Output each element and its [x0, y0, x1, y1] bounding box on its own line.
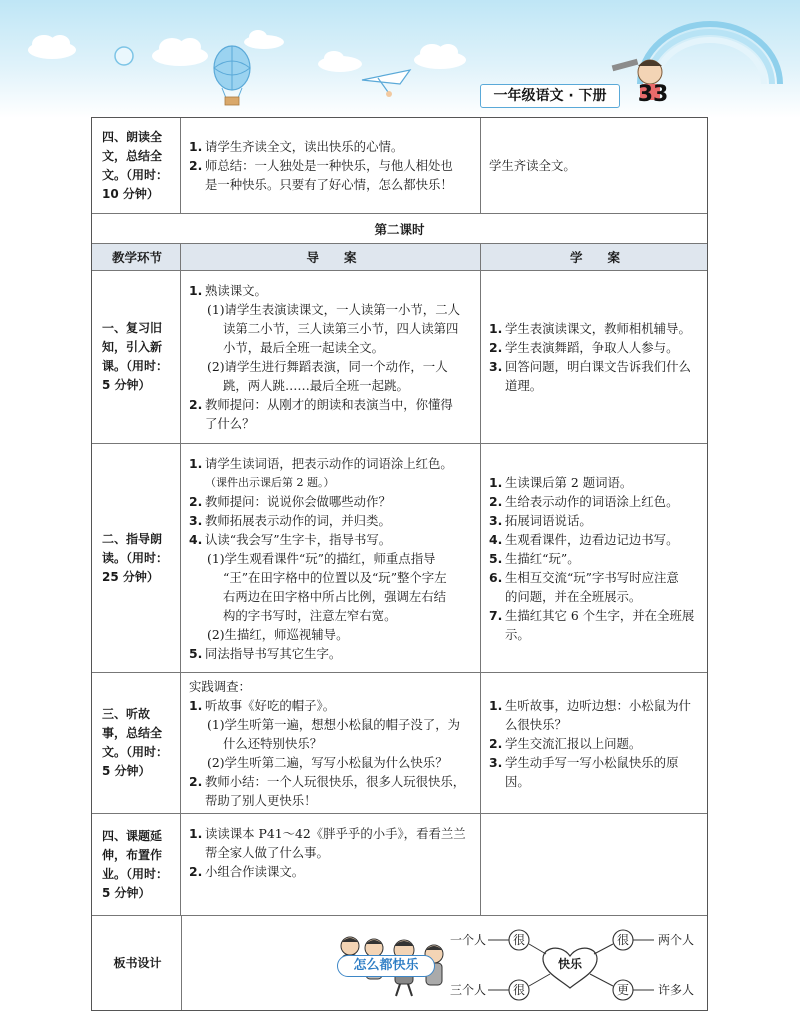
- section-name: 一、复习旧知，引入新课。（用时：5 分钟）: [92, 271, 181, 443]
- hot-air-balloon-icon: [214, 46, 250, 105]
- circle-label: 很: [617, 933, 630, 947]
- section-name: 二、指导朗读。（用时：25 分钟）: [92, 444, 181, 672]
- board-right-top: 两个人: [658, 933, 695, 947]
- guide-cell: 实践调查： 1. 听故事《好吃的帽子》。 (1)学生听第一遍，想想小松鼠的帽子没了，为 什么还特别快乐？ (2)学生听第二遍，写写小松鼠为什么快乐？ 2. 教师小结：一个人玩很快乐，很多人玩很快乐， 帮助了别人更快乐！: [181, 673, 481, 813]
- board-right-bottom: 许多人: [658, 983, 695, 997]
- study-cell: 1. 学生表演读课文，教师相机辅导。 2. 学生表演舞蹈，争取人人参与。 3. 回答问题，明白课文告诉我们什么 道理。: [489, 321, 691, 393]
- section-name: 三、听故事，总结全文。（用时：5 分钟）: [92, 673, 181, 813]
- section-name: 四、朗读全文，总结全文。（用时：10 分钟）: [92, 118, 181, 213]
- board-design-row: [92, 916, 707, 1010]
- table-row: [92, 118, 707, 214]
- guide-cell: 1. 请学生读词语，把表示动作的词语涂上红色。 （课件出示课后第 2 题。） 2. 教师提问：说说你会做哪些动作？ 3. 教师拓展表示动作的词，并归类。 4. 认读“我会写”生字卡，指导书写。 (1)学生观看课件“玩”的描红，师重点指导 “王”在田字格中的位置以及“玩”整个字左 右两边在田字格中所占比例，强调左右结 构的字书写时，注意左窄右宽。 (2)生描红，师巡视辅导。 5. 同法指导书写其它生字。: [181, 444, 481, 672]
- cloud-icon: [414, 44, 466, 69]
- guide-cell: 1. 读读课本 P41～42《胖乎乎的小手》，看看兰兰 帮全家人做了什么事。 2. 小组合作读课文。: [181, 814, 481, 915]
- guide-cell: [181, 118, 481, 213]
- board-left-top: 一个人: [450, 933, 487, 947]
- table-row: [92, 214, 707, 244]
- study-cell: 1. 生听故事，边听边想：小松鼠为什 么很快乐？ 2. 学生交流汇报以上问题。 3. 学生动手写一写小松鼠快乐的原 因。: [489, 697, 691, 789]
- book-title-label: 一年级语文 · 下册: [480, 84, 620, 108]
- study-cell: [481, 118, 707, 213]
- cloud-icon: [28, 35, 76, 59]
- table-row: [92, 814, 707, 916]
- guide-cell: 1. 熟读课文。 (1)请学生表演读课文，一人读第一小节，二人 读第二小节，三人读第三小节，四人读第四 小节，最后全班一起读全文。 (2)请学生进行舞蹈表演，同一个动作，一人 跳，两人跳……最后全班一起跳。 2. 教师提问：从刚才的朗读和表演当中，你懂得 了什么？: [181, 271, 481, 443]
- circle-label: 更: [617, 983, 630, 997]
- study-line: 学生齐读全文。: [489, 158, 576, 173]
- circle-label: 很: [513, 983, 526, 997]
- lesson-title: 第二课时: [374, 221, 425, 237]
- glider-icon: [362, 70, 410, 97]
- lesson-plan-table: [91, 117, 708, 1011]
- study-cell: 1. 生读课后第 2 题词语。 2. 生给表示动作的词语涂上红色。 3. 拓展词语说话。 4. 生观看课件，边看边记边书写。 5. 生描红“玩”。 6. 生相互交流“玩”字书写时应注意 的问题，并在全班展示。 7. 生描红其它 6 个生字，并在全班展 示。: [489, 474, 695, 642]
- board-design: [181, 916, 707, 1010]
- page-number: 33: [637, 82, 669, 107]
- section-name: 四、课题延伸，布置作业。（用时：5 分钟）: [92, 814, 181, 915]
- board-label: 板书设计: [113, 955, 162, 970]
- page-header: [0, 0, 800, 118]
- board-title: 怎么都快乐: [337, 955, 435, 977]
- cloud-icon: [152, 38, 208, 66]
- cloud-icon: [318, 51, 362, 72]
- board-left-bottom: 三个人: [450, 983, 487, 997]
- board-center: 快乐: [558, 957, 583, 971]
- guide-line: 1. 请学生齐读全文，读出快乐的心情。: [189, 139, 404, 154]
- table-row: [92, 673, 707, 814]
- study-cell: [481, 814, 707, 915]
- table-row: [92, 444, 707, 673]
- guide-line: 2. 师总结：一人独处是一种快乐，与他人相处也: [189, 158, 453, 173]
- table-row: [92, 271, 707, 444]
- table-header-row: [92, 244, 707, 271]
- column-header: 导 案: [181, 244, 481, 270]
- guide-line: 是一种快乐。只要有了好心情，怎么都快乐！: [205, 177, 453, 192]
- sun-icon: [115, 47, 133, 65]
- column-header: 教学环节: [92, 244, 181, 270]
- sky-decoration: [0, 0, 800, 118]
- cloud-icon: [244, 30, 284, 49]
- column-header: 学 案: [569, 249, 620, 265]
- board-diagram: [182, 916, 708, 1010]
- circle-label: 很: [513, 933, 526, 947]
